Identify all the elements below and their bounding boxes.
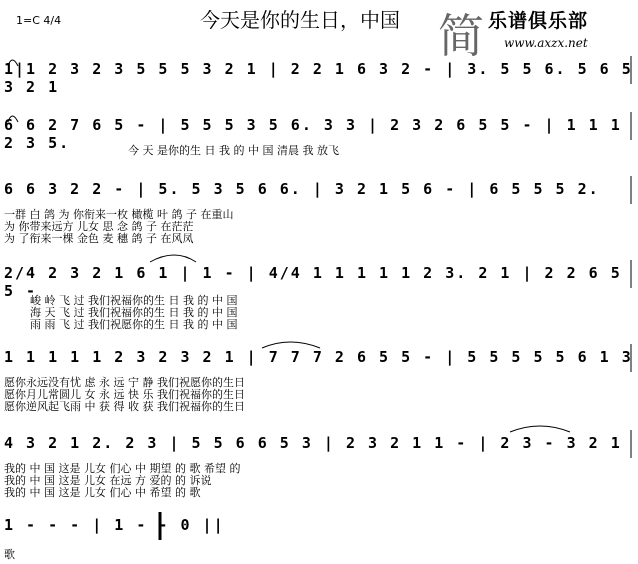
- lyric-line: 峻 岭 飞 过 我们祝福你的生 日 我 的 中 国: [30, 294, 238, 307]
- logo-name: 乐谱俱乐部: [488, 10, 589, 32]
- notation-row: 1 1 1 1 1 2 3 2 3 2 1 | 7 7 7 2 6 5 5 - | 5 5 5 5 5 6 1 3: [4, 348, 633, 366]
- lyric-line: 今 天 是你的生 日 我 的 中 国 清晨 我 放飞: [128, 144, 339, 157]
- lyric-line: 雨 雨 飞 过 我们祝愿你的生 日 我 的 中 国: [30, 318, 238, 331]
- slur-mark: [510, 426, 570, 432]
- lyric-line: 为 了衔来一棵 金色 麦 穗 鸽 子 在风凤: [4, 232, 194, 245]
- lyric-line: 为 你带来远方 儿女 思 念 鸽 子 在茫茫: [4, 220, 194, 233]
- slur-mark: [8, 116, 18, 122]
- lyric-line: 我的 中 国 这是 儿女 们心 中 期望 的 歌 希望 的: [4, 462, 241, 475]
- slur-mark: [262, 342, 320, 348]
- key-signature: 1=C 4/4: [16, 14, 62, 27]
- notation-row: 1|1 2 3 2 3 5 5 5 3 2 1 | 2 2 1 6 3 2 - | 3. 5 5 6. 5 6 5 3 2 1: [4, 60, 633, 96]
- lyric-line: 愿你月儿常圆儿 女 永 远 快 乐 我们祝福你的生日: [4, 388, 245, 401]
- slur-mark: [8, 60, 18, 66]
- lyric-line: 我的 中 国 这是 儿女 在远 方 爱的 的 诉说: [4, 474, 212, 487]
- lyric-line: 歌: [4, 548, 15, 561]
- slur-mark: [150, 255, 196, 262]
- lyric-line: 愿你逆风起飞雨 中 获 得 收 获 我们祝福你的生日: [4, 400, 245, 413]
- notation-row: 1 - - - | 1 - - 0 ||: [4, 516, 225, 534]
- lyric-line: 海 天 飞 过 我们祝福你的生 日 我 的 中 国: [30, 306, 238, 319]
- notation-row: 2/4 2 3 2 1 6 1 | 1 - | 4/4 1 1 1 1 1 2 3. 2 1 | 2 2 6 5 5 -: [4, 264, 622, 300]
- notation-row: 4 3 2 1 2. 2 3 | 5 5 6 6 5 3 | 2 3 2 1 1 - | 2 3 - 3 2 1: [4, 434, 622, 452]
- lyric-line: 我的 中 国 这是 儿女 们心 中 希望 的 歌: [4, 486, 201, 499]
- lyric-line: 愿你永远没有忧 虑 永 远 宁 静 我们祝愿你的生日: [4, 376, 245, 389]
- song-title: 今天是你的生日，中国: [200, 8, 400, 32]
- lyric-line: 一群 白 鸽 为 你衔来一枚 橄榄 叶 鸽 子 在重山: [4, 208, 234, 221]
- logo-url: www.axzx.net: [504, 36, 588, 50]
- notation-row: 6 6 3 2 2 - | 5. 5 3 5 6 6. | 3 2 1 5 6 - | 6 5 5 5 2.: [4, 180, 600, 198]
- notation-row: 6 6 2 7 6 5 - | 5 5 5 3 5 6. 3 3 | 2 3 2 6 5 5 - | 1 1 1 2 3 5.: [4, 116, 622, 152]
- logo-glyph: 简: [438, 9, 484, 63]
